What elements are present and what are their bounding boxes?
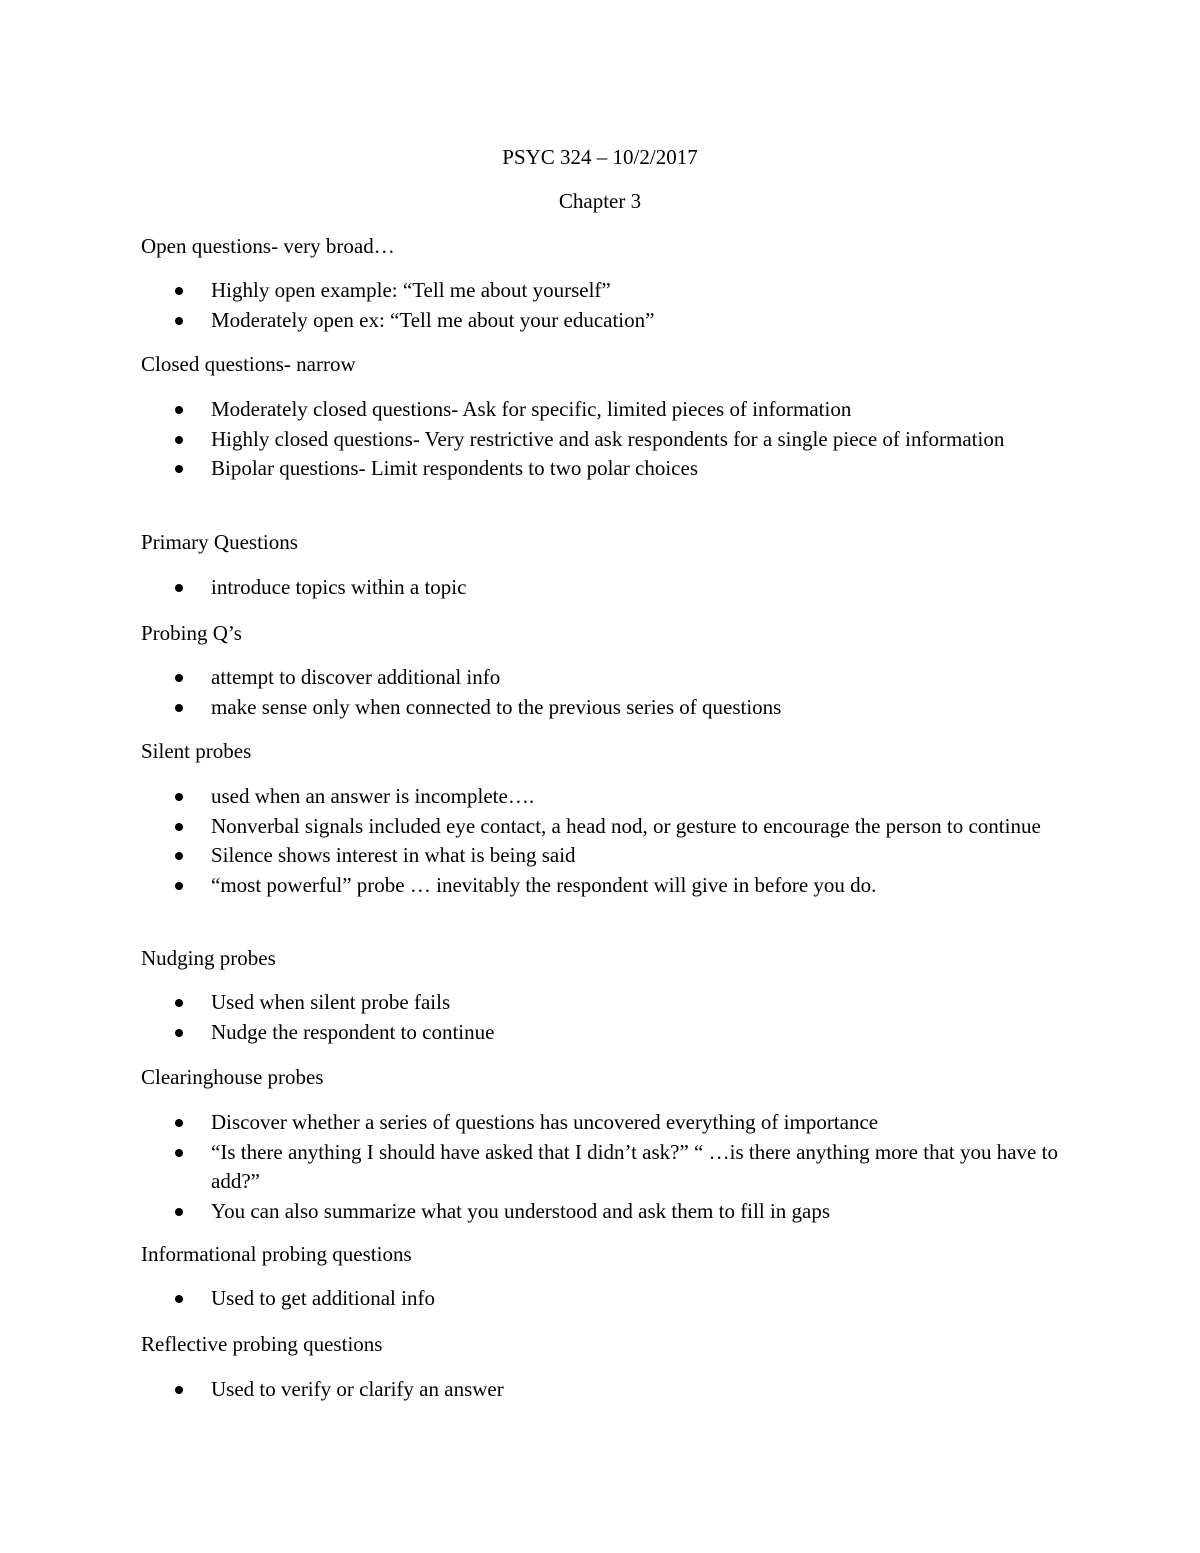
section-heading: Reflective probing questions bbox=[141, 1332, 383, 1356]
bullet-icon bbox=[175, 793, 183, 801]
bullet-list bbox=[0, 782, 1071, 900]
bullet-icon bbox=[175, 674, 183, 682]
bullet-icon bbox=[175, 1029, 183, 1037]
list-item bbox=[0, 1138, 1071, 1197]
section-heading: Open questions- very broad… bbox=[141, 234, 395, 258]
section-heading: Informational probing questions bbox=[141, 1242, 412, 1266]
list-item-text: Used to get additional info bbox=[211, 1286, 435, 1310]
bullet-icon bbox=[175, 406, 183, 414]
bullet-list bbox=[0, 663, 1071, 722]
bullet-list bbox=[0, 276, 1071, 335]
section-heading: Closed questions- narrow bbox=[141, 352, 356, 376]
section-heading: Nudging probes bbox=[141, 946, 276, 970]
list-item bbox=[0, 663, 1071, 693]
bullet-icon bbox=[175, 882, 183, 890]
section-heading: Probing Q’s bbox=[141, 621, 242, 645]
bullet-icon bbox=[175, 317, 183, 325]
list-item bbox=[0, 1018, 1071, 1048]
list-item bbox=[0, 841, 1071, 871]
bullet-icon bbox=[175, 465, 183, 473]
list-item bbox=[0, 425, 1071, 455]
list-item bbox=[0, 1197, 1071, 1227]
bullet-list bbox=[0, 988, 1071, 1047]
bullet-list bbox=[0, 1375, 1071, 1405]
list-item-text: Used when silent probe fails bbox=[211, 990, 451, 1014]
bullet-icon bbox=[175, 1119, 183, 1127]
chapter-title: Chapter 3 bbox=[558, 189, 642, 213]
bullet-list bbox=[0, 1108, 1071, 1226]
list-item bbox=[0, 693, 1071, 723]
list-item bbox=[0, 395, 1071, 425]
bullet-icon bbox=[175, 999, 183, 1007]
bullet-icon bbox=[175, 1208, 183, 1216]
list-item bbox=[0, 454, 1071, 484]
list-item bbox=[0, 1284, 1071, 1314]
list-item bbox=[0, 871, 1071, 901]
course-title: PSYC 324 – 10/2/2017 bbox=[502, 145, 698, 169]
bullet-icon bbox=[175, 704, 183, 712]
list-item bbox=[0, 1375, 1071, 1405]
list-item bbox=[0, 573, 1071, 603]
list-item-text: introduce topics within a topic bbox=[211, 575, 467, 599]
bullet-icon bbox=[175, 1295, 183, 1303]
bullet-list bbox=[0, 1284, 1071, 1314]
list-item-text: Moderately closed questions- Ask for specific, limited pieces of information bbox=[211, 397, 852, 421]
list-item-text: make sense only when connected to the previous series of questions bbox=[211, 694, 782, 719]
list-item-text: Nonverbal signals included eye contact, a head nod, or gesture to encourage the person to continue bbox=[211, 813, 1041, 838]
list-item-text: Silence shows interest in what is being said bbox=[211, 843, 576, 867]
list-item-text: You can also summarize what you understood and ask them to fill in gaps bbox=[211, 1198, 831, 1223]
list-item-text: “Is there anything I should have asked that I didn’t ask?” “ …is there anything more that you have to add?” bbox=[211, 1139, 1058, 1193]
list-item-text: Bipolar questions- Limit respondents to two polar choices bbox=[211, 456, 698, 480]
bullet-icon bbox=[175, 436, 183, 444]
list-item bbox=[0, 276, 1071, 306]
list-item bbox=[0, 988, 1071, 1018]
list-item-text: Discover whether a series of questions has uncovered everything of importance bbox=[211, 1110, 879, 1134]
list-item-text: “most powerful” probe … inevitably the respondent will give in before you do. bbox=[211, 872, 877, 897]
list-item bbox=[0, 782, 1071, 812]
list-item-text: attempt to discover additional info bbox=[211, 665, 501, 689]
list-item-text: Moderately open ex: “Tell me about your education” bbox=[211, 307, 655, 332]
bullet-list bbox=[0, 395, 1071, 484]
list-item bbox=[0, 812, 1071, 842]
section-heading: Silent probes bbox=[141, 739, 252, 763]
list-item-text: Highly open example: “Tell me about yourself” bbox=[211, 278, 611, 302]
list-item bbox=[0, 306, 1071, 336]
list-item-text: Highly closed questions- Very restrictive and ask respondents for a single piece of information bbox=[211, 426, 1005, 451]
bullet-icon bbox=[175, 584, 183, 592]
bullet-icon bbox=[175, 823, 183, 831]
list-item-text: used when an answer is incomplete…. bbox=[211, 784, 535, 808]
list-item bbox=[0, 1108, 1071, 1138]
section-heading: Clearinghouse probes bbox=[141, 1065, 324, 1089]
bullet-icon bbox=[175, 287, 183, 295]
bullet-icon bbox=[175, 1386, 183, 1394]
bullet-icon bbox=[175, 1149, 183, 1157]
bullet-list bbox=[0, 573, 1071, 603]
section-heading: Primary Questions bbox=[141, 530, 298, 554]
list-item-text: Used to verify or clarify an answer bbox=[211, 1377, 504, 1401]
bullet-icon bbox=[175, 852, 183, 860]
list-item-text: Nudge the respondent to continue bbox=[211, 1019, 495, 1044]
